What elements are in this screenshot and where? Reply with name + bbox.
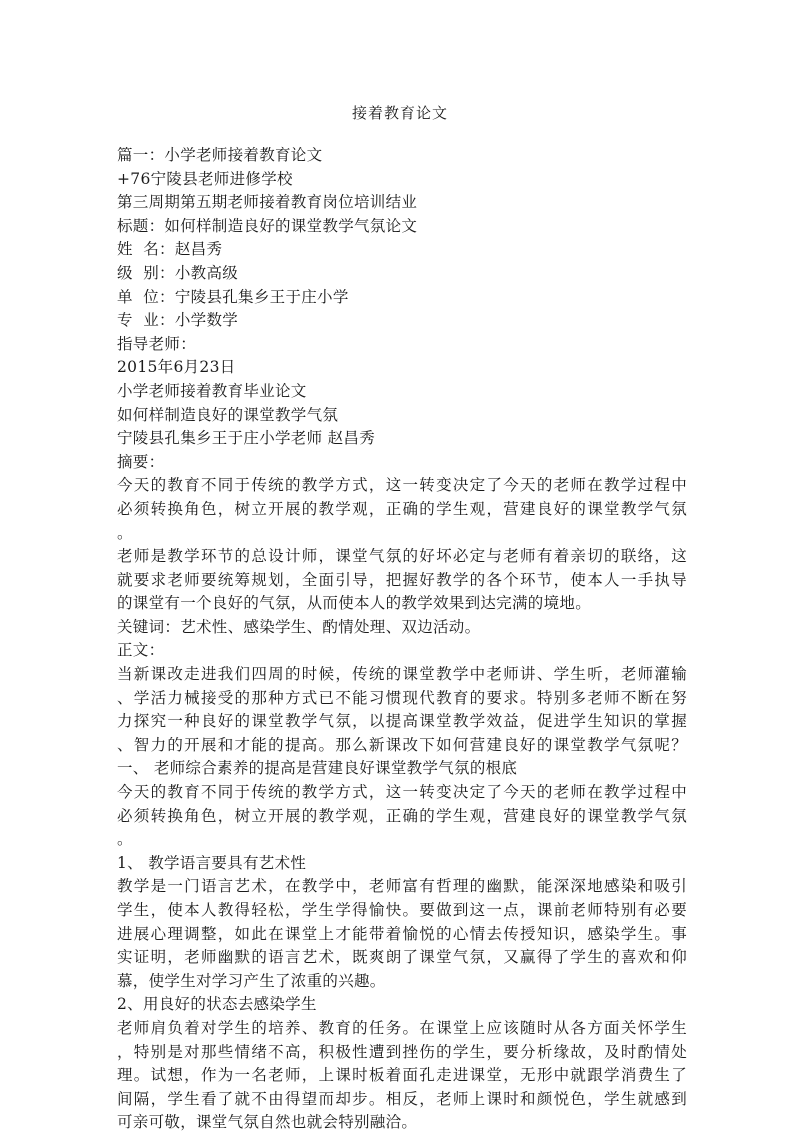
- text-line: 当新课改走进我们四周的时候，传统的课堂教学中老师讲、学生听，老师灌输: [117, 665, 687, 684]
- section-heading: 2、用良好的状态去感染学生: [117, 995, 317, 1014]
- text-line: 、智力的开展和才能的提高。那么新课改下如何营建良好的课堂教学气氛呢？: [117, 735, 687, 754]
- text-line: 、学活力械接受的那种方式已不能习惯现代教育的要求。特别多老师不断在努: [117, 688, 687, 707]
- section-heading: 一、 老师综合素养的提高是营建良好课堂教学气氛的根底: [117, 759, 518, 778]
- text-line: 宁陵县孔集乡王于庄小学老师 赵昌秀: [117, 429, 376, 448]
- text-line: 姓 名：赵昌秀: [117, 240, 223, 259]
- text-line: 必须转换角色，树立开展的教学观，正确的学生观，营建良好的课堂教学气氛: [117, 806, 687, 825]
- text-line: 教学是一门语言艺术，在教学中，老师富有哲理的幽默，能深深地感染和吸引: [117, 877, 687, 896]
- text-line: +76宁陵县老师进修学校: [117, 169, 293, 188]
- text-line: 学生，使本人教得轻松，学生学得愉快。要做到这一点，课前老师特别有必要: [117, 901, 687, 919]
- text-line: 理。试想，作为一名老师，上课时板着面孔走进课堂，无形中就跟学消费生了: [117, 1066, 687, 1085]
- text-line: 。: [117, 523, 133, 542]
- document-title: 接着教育论文: [351, 104, 448, 122]
- text-line: 必须转换角色，树立开展的教学观，正确的学生观，营建良好的课堂教学气氛: [117, 499, 687, 518]
- text-line: 如何样制造良好的课堂教学气氛: [117, 405, 339, 424]
- text-line: 老师是教学环节的总设计师，课堂气氛的好坏必定与老师有着亲切的联络，这: [117, 547, 687, 566]
- text-line: 可亲可敬，课堂气氛自然也就会特别融洽。: [117, 1113, 418, 1132]
- text-line: 。: [117, 830, 133, 849]
- text-line: 力探究一种良好的课堂教学气氛，以提高课堂教学效益，促进学生知识的掌握: [117, 712, 687, 731]
- text-line: 关键词：艺术性、感染学生、酌情处理、双边活动。: [117, 617, 481, 636]
- text-line: 正文：: [117, 641, 165, 660]
- text-line: 小学老师接着教育毕业论文: [117, 381, 307, 400]
- section-heading: 1、 教学语言要具有艺术性: [117, 853, 307, 872]
- text-line: 的课堂有一个良好的气氛，从而使本人的教学效果到达完满的境地。: [117, 594, 592, 613]
- text-line: 今天的教育不同于传统的教学方式，这一转变决定了今天的老师在教学过程中: [117, 476, 687, 495]
- text-line: 指导老师：: [117, 334, 197, 353]
- text-line: 篇一：小学老师接着教育论文: [117, 146, 323, 164]
- text-line: 级 别：小教高级: [117, 263, 239, 282]
- text-line: 就要求老师要统筹规划，全面引导，把握好教学的各个环节，使本人一手执导: [117, 570, 687, 589]
- text-line: 间隔，学生看了就不由得望而却步。相反，老师上课时和颜悦色，学生就感到: [117, 1089, 687, 1108]
- text-line: 实证明，老师幽默的语言艺术，既爽朗了课堂气氛，又赢得了学生的喜欢和仰: [117, 948, 687, 967]
- text-line: 2015年6月23日: [117, 358, 236, 377]
- text-line: 老师肩负着对学生的培养、教育的任务。在课堂上应该随时从各方面关怀学生: [117, 1018, 687, 1037]
- text-line: ，特别是对那些情绪不高，积极性遭到挫伤的学生，要分析缘故，及时酌情处: [117, 1042, 687, 1061]
- text-line: 今天的教育不同于传统的教学方式，这一转变决定了今天的老师在教学过程中: [117, 783, 687, 802]
- text-line: 单 位：宁陵县孔集乡王于庄小学: [117, 287, 349, 306]
- text-line: 摘要：: [117, 452, 165, 471]
- text-line: 专 业：小学数学: [117, 311, 239, 330]
- text-line: 慕，使学生对学习产生了浓重的兴趣。: [117, 971, 386, 990]
- text-line: 标题：如何样制造良好的课堂教学气氛论文: [117, 216, 418, 235]
- document-body: [117, 144, 687, 1135]
- text-line: 第三周期第五期老师接着教育岗位培训结业: [117, 193, 418, 212]
- text-line: 进展心理调整，如此在课堂上才能带着愉悦的心情去传授知识，感染学生。事: [117, 924, 687, 943]
